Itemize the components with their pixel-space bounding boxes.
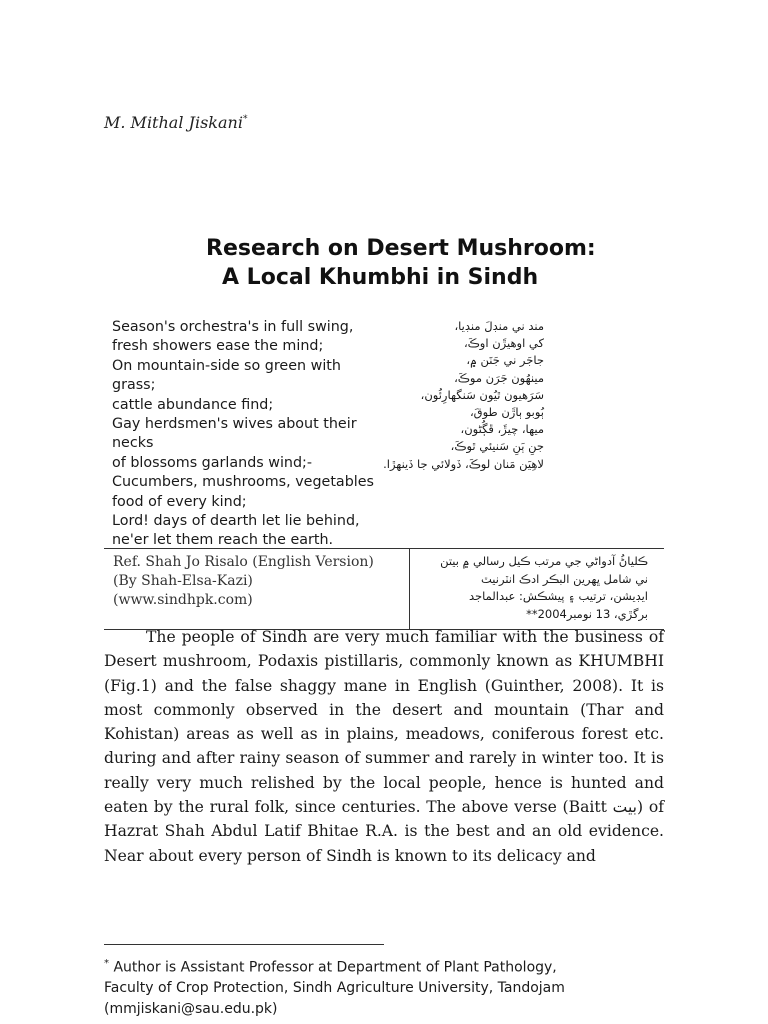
footnote-mark: * bbox=[104, 958, 109, 969]
poem-english-line: Cucumbers, mushrooms, vegetables bbox=[112, 474, 374, 491]
footnote-separator bbox=[104, 944, 384, 945]
reference-english bbox=[113, 553, 374, 610]
author-footnote-mark: * bbox=[242, 114, 248, 125]
poem-english-line: On mountain-side so green with bbox=[112, 357, 341, 374]
footnote-line-3: (mmjiskani@sau.edu.pk) bbox=[104, 1000, 278, 1017]
poem-sindhi-line: جاجَر ني جَنَن ۾، bbox=[466, 353, 544, 368]
poem-english-line: Gay herdsmen's wives about their bbox=[112, 416, 357, 433]
footnote-text-1: Author is Assistant Professor at Department of Plant Pathology, bbox=[109, 959, 557, 976]
poem-english-line: fresh showers ease the mind; bbox=[112, 338, 324, 355]
poem-sindhi-line: لاھِيَن مَنان لوڪَ، ڏولائي جا ڏينھڙا. bbox=[383, 456, 544, 471]
footnote bbox=[104, 954, 704, 1019]
footnote-line-2: Faculty of Crop Protection, Sindh Agriculture University, Tandojam bbox=[104, 980, 565, 997]
reference-sindhi bbox=[408, 553, 648, 623]
body-text bbox=[104, 625, 664, 868]
poem-english-line: Season's orchestra's in full swing, bbox=[112, 319, 354, 335]
poem-sindhi bbox=[324, 318, 544, 473]
poem-english-line: food of every kind; bbox=[112, 493, 247, 510]
reference-sindhi-line: ني شامل ڀھرين البڪر ادڪ انٽرنيٽ bbox=[481, 571, 648, 586]
poem-sindhi-line: ٻُوبو ٻاڙَن طوقَ، bbox=[469, 405, 544, 420]
poem-sindhi-line: مند ني منڊلَ منڊيا، bbox=[454, 319, 544, 333]
reference-english-line: (www.sindhpk.com) bbox=[113, 592, 253, 608]
title-line-1: Research on Desert Mushroom: bbox=[206, 236, 596, 261]
poem-english-line: grass; bbox=[112, 377, 156, 394]
reference-english-line: Ref. Shah Jo Risalo (English Version) bbox=[113, 554, 374, 570]
poem-sindhi-line: سَرَھيون ٿيُون سَنگھارِئُون، bbox=[420, 387, 544, 402]
paper-title bbox=[206, 234, 596, 292]
poem-english-line: ne'er let them reach the earth. bbox=[112, 532, 334, 549]
poem-english-line: Lord! days of dearth let lie behind, bbox=[112, 513, 360, 530]
body-paragraph: The people of Sindh are very much familiar with the business of Desert mushroom, Podaxis pistillaris, commonly known as KHUMBHI (Fig.1) and the false shaggy mane in English (Guinther, 2008). It is most commonly observed in the desert and mountain (Thar and Kohistan) areas as well as in plains, meadows, coniferous forest etc. during and after rainy season of summer and rarely in winter too. It is really very much relished by the local people, hence is hunted and eaten by the rural folk, since centuries. The above verse (Baitt بيت) of Hazrat Shah Abdul Latif Bhitae R.A. is the best and an old evidence. Near about every person of Sindh is known to its delicacy and bbox=[104, 628, 664, 865]
author-name bbox=[104, 113, 247, 132]
title-line-2: A Local Khumbhi in Sindh bbox=[222, 265, 539, 290]
poem-english-line: necks bbox=[112, 435, 154, 452]
reference-sindhi-line: ايڊيشن، ترتيب ۽ پيشڪش: عبدالماجد bbox=[468, 589, 648, 603]
poem-sindhi-line: جنِ ٻَنِ سَنيئي ٿوڪَ، bbox=[450, 439, 544, 454]
author-name-text: M. Mithal Jiskani bbox=[104, 113, 243, 132]
reference-english-line: (By Shah-Elsa-Kazi) bbox=[113, 573, 253, 589]
poem-english-line: cattle abundance find; bbox=[112, 396, 274, 413]
footnote-line-1 bbox=[104, 954, 704, 978]
poem-english-line: of blossoms garlands wind;- bbox=[112, 454, 313, 471]
reference-table bbox=[104, 548, 664, 630]
poem-sindhi-line: مينھُون جَرَن موڪَ، bbox=[454, 370, 544, 385]
reference-sindhi-line: ڪلياڻُ آدواڻي جي مرتب ڪيل رسالي ۾ بيتن bbox=[440, 554, 648, 568]
poem-sindhi-line: کي اوھيڙَن اوڪَ، bbox=[463, 336, 544, 351]
reference-sindhi-line: برگڙي، 13 نومبر2004** bbox=[526, 606, 648, 621]
poem-sindhi-line: ميھا، چيڙَ، ڦڳُڻون، bbox=[460, 422, 544, 437]
